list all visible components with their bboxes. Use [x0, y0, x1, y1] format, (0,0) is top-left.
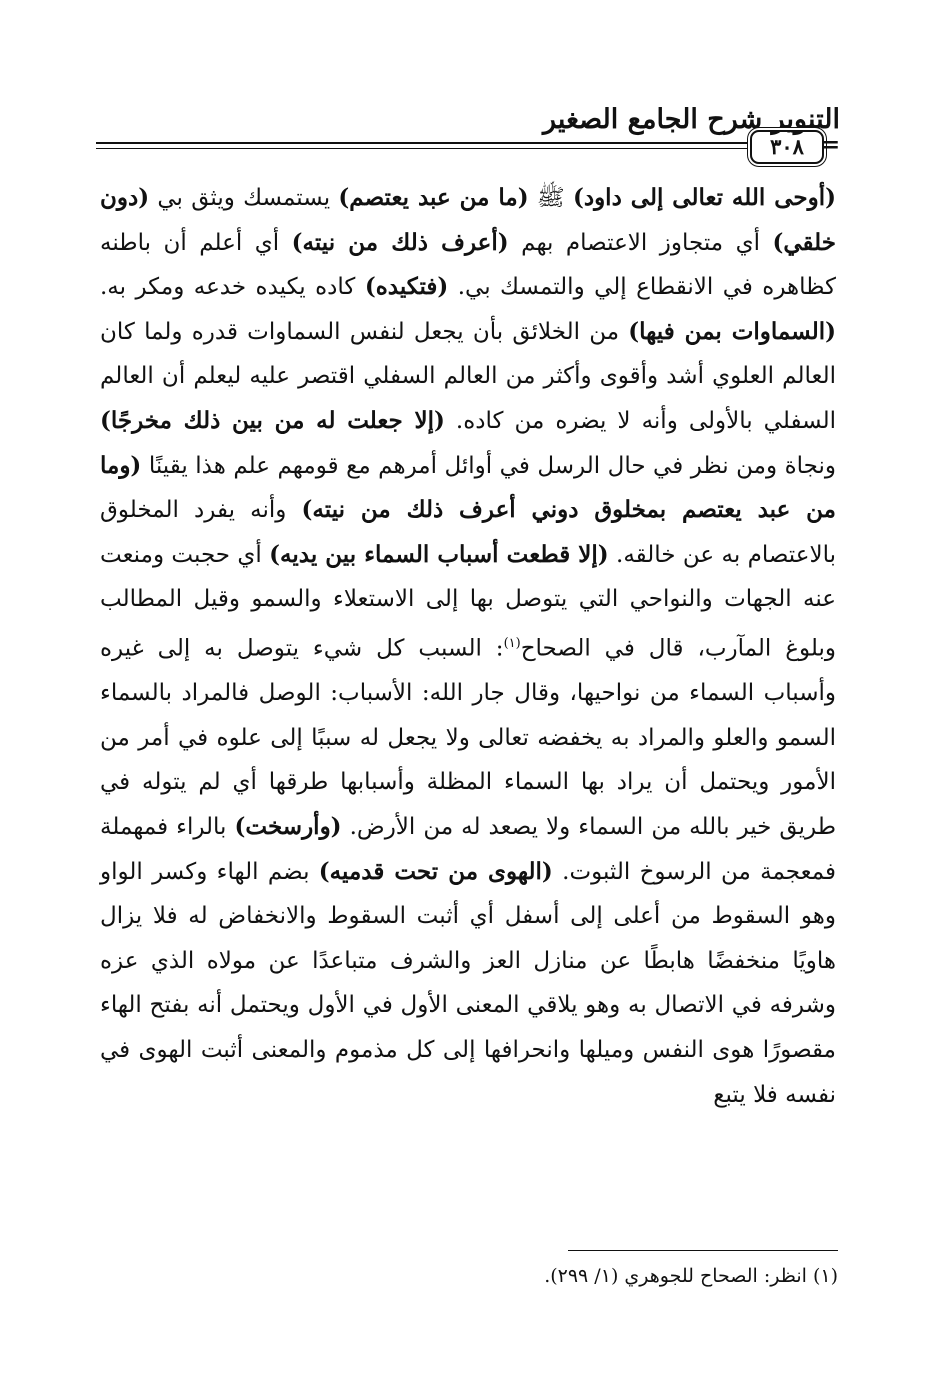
hadith-phrase: (أوحى الله تعالى إلى داود) [572, 184, 836, 211]
hadith-phrase: (فتكيده) [364, 273, 449, 301]
page-header [96, 96, 840, 176]
hadith-phrase: (دون خلقي) [100, 184, 836, 256]
header-dash: = [821, 132, 840, 158]
hadith-phrase: (الهوى من تحت قدميه) [318, 857, 553, 885]
hadith-phrase: (وما من عبد يعتصم بمخلوق دوني أعرف ذلك من نيته) [100, 451, 836, 524]
commentary: أي أعلم أن باطنه كظاهره في الانقطاع إلي والتمسك بي. [100, 229, 836, 301]
commentary: أي متجاوز الاعتصام بهم [508, 229, 773, 256]
hadith-phrase: (إلا جعلت له من بين ذلك مخرجًا) [100, 406, 445, 434]
header-rule [96, 142, 748, 152]
footnote-divider [568, 1250, 838, 1251]
footnote-marker: (١) [503, 635, 521, 651]
hadith-phrase: (السماوات بمن فيها) [628, 317, 836, 345]
commentary: : السبب كل شيء يتوصل به إلى غيره وأسباب السماء من نواحيها، وقال جار الله: الأسباب: الوصل فالمراد بالسماء السمو والعلو والمراد به يخفضه تعالى ولا يجعل له سببًا إلى علوه في أمر من الأمور ويحتمل أن يراد بها السماء المظلة وأسبابها طرقها أي لم يتوله في طريق خير بالله من السماء ولا يصعد له من الأرض. [100, 635, 836, 840]
commentary: من الخلائق بأن يجعل لنفس السماوات قدره ولما كان العالم العلوي أشد وأقوى وأكثر من العالم السفلي اقتصر عليه ليعلم أن العالم السفلي بالأولى وأنه لا يضره من كاده. [100, 318, 837, 434]
commentary: بضم الهاء وكسر الواو وهو السقوط من أعلى إلى أسفل أي أثبت السقوط والانخفاض له فلا يزال هاويًا منخفضًا هابطًا عن منازل العز والشرف متباعدًا عن مولاه الذي عزه وشرفه في الاتصال به وهو يلاقي المعنى الأول في الأول ويحتمل أنه بفتح الهاء مقصورًا هوى النفس وميلها وانحرافها إلى كل مذموم والمعنى أثبت الهوى في نفسه فلا يتبع [100, 858, 836, 1108]
page-number: ٣٠٨ [750, 130, 824, 164]
book-title: التنوير شرح الجامع الصغير [543, 104, 840, 135]
hadith-phrase: (ما من عبد يعتصم) [338, 184, 529, 211]
commentary: يستمسك ويثق بي [149, 185, 339, 211]
commentary: أي حجبت ومنعت عنه الجهات والنواحي التي يتوصل بها إلى الاستعلاء والسمو وقيل المطالب وبلوغ المآرب، قال في الصحاح [100, 541, 836, 662]
body-text [100, 176, 836, 1117]
commentary: وأنه يفرد المخلوق بالاعتصام به عن خالقه. [100, 497, 836, 568]
hadith-phrase: (وأرسخت) [234, 812, 342, 840]
hadith-phrase: (أعرف ذلك من نيته) [291, 228, 509, 256]
commentary: كاده يكيده خدعه ومكر به. [100, 274, 365, 301]
commentary: بالراء فمهملة فمعجمة من الرسوخ الثبوت. [100, 813, 836, 885]
honorific: ﷺ [528, 185, 573, 211]
commentary: ونجاة ومن نظر في حال الرسل في أوائل أمرهم مع قومهم علم هذا يقينًا [141, 452, 836, 479]
footnote: (١) انظر: الصحاح للجوهري (١/ ٢٩٩). [544, 1265, 838, 1287]
hadith-phrase: (إلا قطعت أسباب السماء بين يديه) [269, 540, 609, 568]
